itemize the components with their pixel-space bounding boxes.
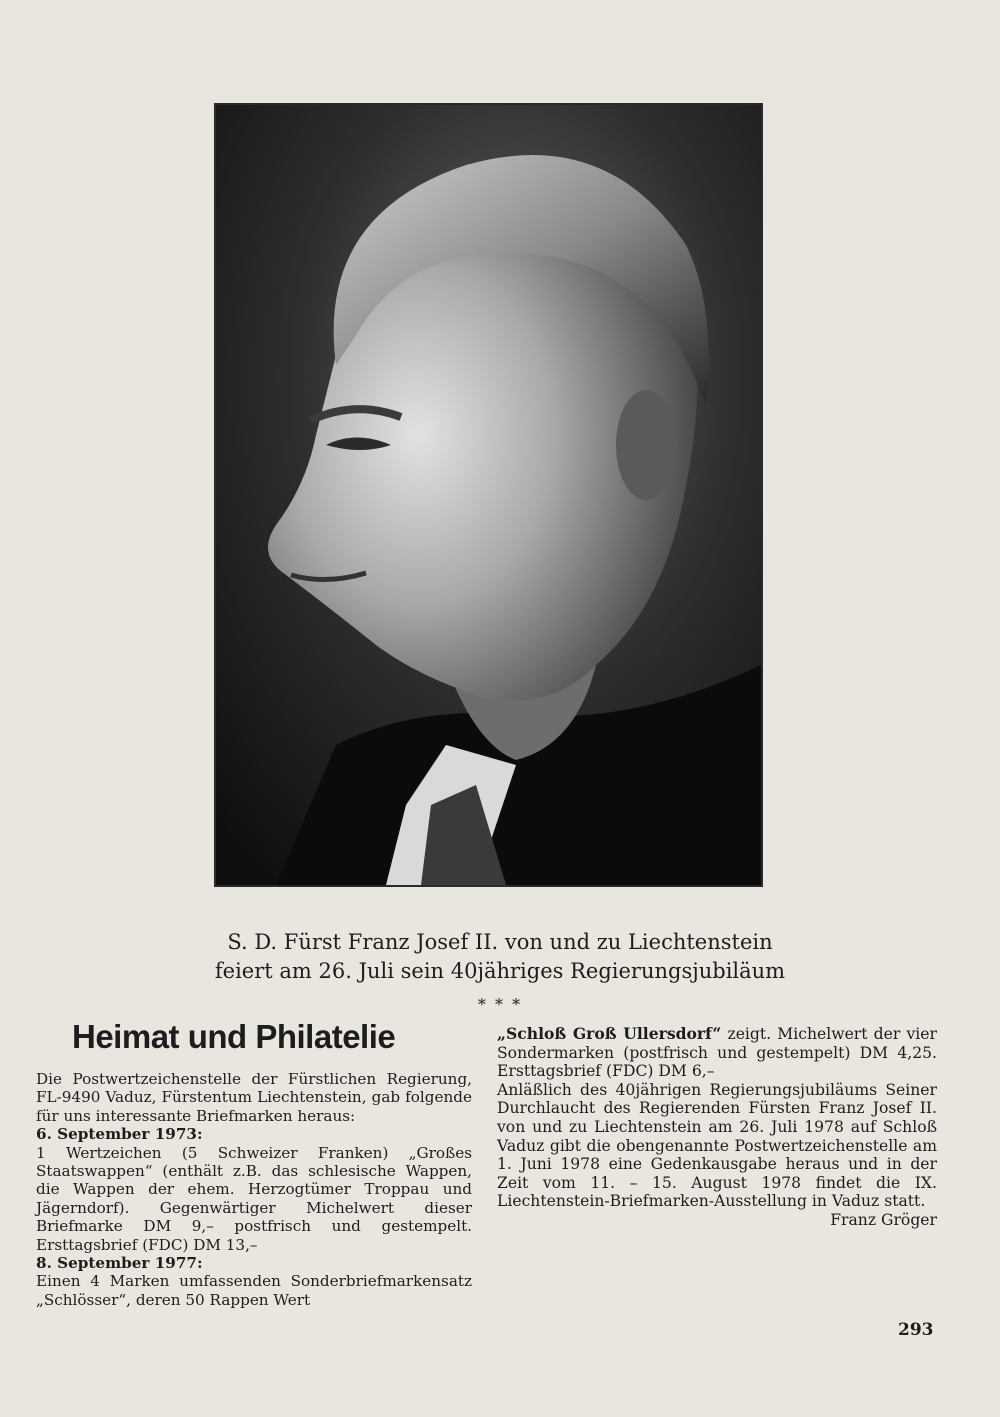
article-intro: Die Postwertzeichenstelle der Fürstlichen Regierung, FL-9490 Vaduz, Fürstentum Liechtenstein, gab folgende für uns interessante Briefmarken heraus: (36, 1070, 472, 1125)
portrait-illustration (216, 105, 761, 885)
portrait-photo (214, 103, 763, 887)
issue-text-1977-start: Einen 4 Marken umfassenden Sonderbriefmarkensatz „Schlösser“, deren 50 Rappen Wert (36, 1272, 472, 1309)
caption-line-2: feiert am 26. Juli sein 40jähriges Regierungsjubiläum (214, 959, 786, 983)
issue-text-1973: 1 Wertzeichen (5 Schweizer Franken) „Großes Staatswappen“ (enthält z.B. das schlesische Wappen, die Wappen der ehem. Herzogtümer Troppau und Jägerndorf). Gegenwärtiger Michelwert dieser Briefmarke DM 9,– postfrisch und gestempelt. Ersttagsbrief (FDC) DM 13,– (36, 1143, 472, 1254)
article-author: Franz Gröger (830, 1210, 937, 1229)
issue-date-1977: 8. September 1977: (36, 1254, 203, 1273)
article-title: Heimat und Philatelie (72, 1018, 396, 1055)
issue-text-1977-end: zeigt. Michelwert der vier Sondermarken (postfrisch und gestempelt) DM 4,25. Ersttagsbrief (FDC) DM 6,– (497, 1025, 937, 1081)
jubilee-text: Anläßlich des 40jährigen Regierungsjubiläums Seiner Durchlaucht des Regierenden Fürsten Franz Josef II. von und zu Liechtenstein am 26. Juli 1978 auf Schloß Vaduz gibt die obengenannte Postwertzeichenstelle am 1. Juni 1978 eine Gedenkausgabe heraus und in der Zeit vom 11. – 15. August 1978 findet die IX. Liechtenstein-Briefmarken-Ausstellung in Vaduz statt. (497, 1080, 937, 1211)
article-column-right (497, 1025, 937, 1230)
caption-line-1: S. D. Fürst Franz Josef II. von und zu Liechtenstein (227, 930, 773, 954)
separator: * * * (477, 995, 523, 1014)
page-number: 293 (898, 1320, 934, 1340)
article-column-left (36, 1070, 472, 1309)
stamp-title: „Schloß Groß Ullersdorf“ (497, 1024, 722, 1043)
issue-date-1973: 6. September 1973: (36, 1125, 203, 1144)
photo-caption (150, 928, 850, 986)
